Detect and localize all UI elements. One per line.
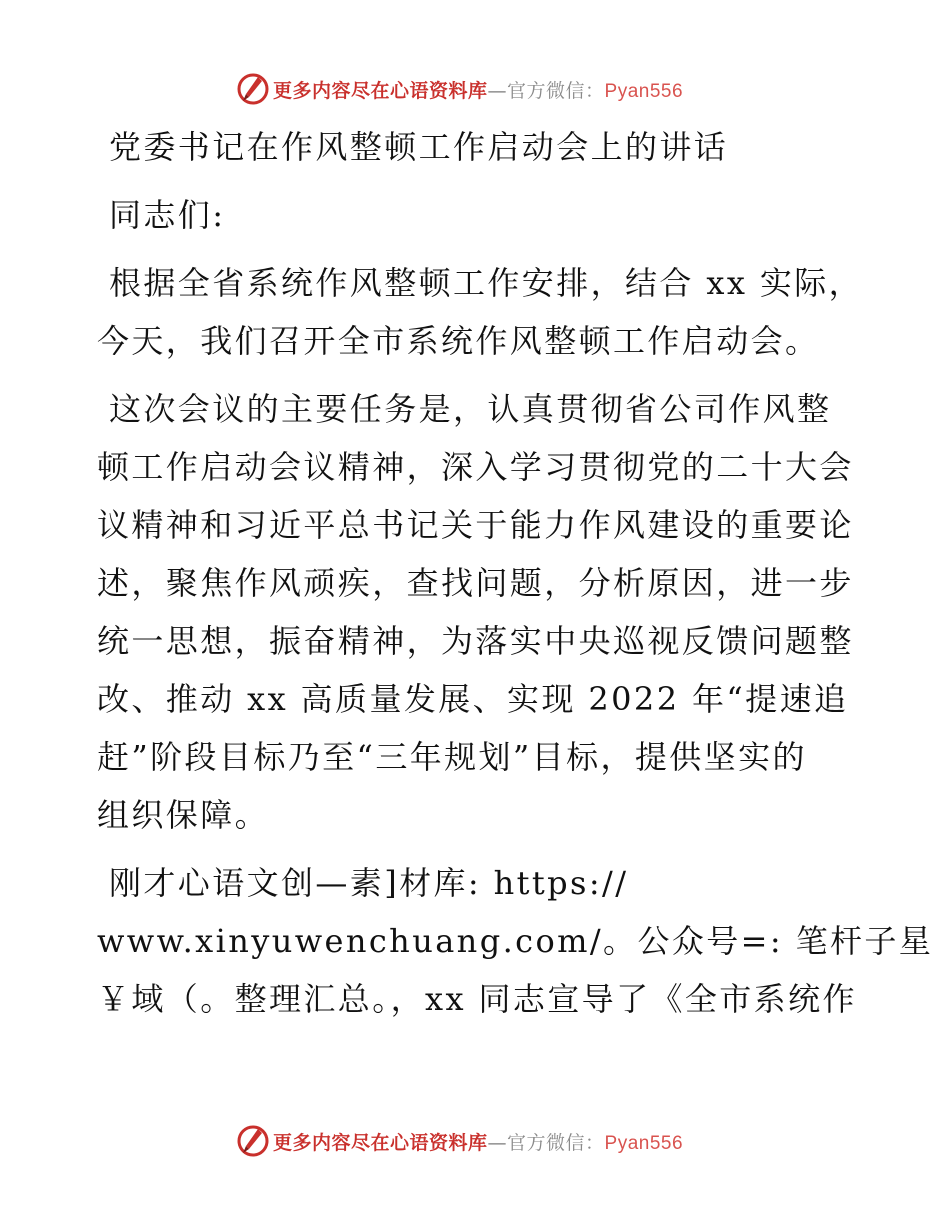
paragraph xyxy=(97,380,857,844)
document-body xyxy=(97,118,934,1038)
paragraph-line: 今天，我们召开全市系统作风整顿工作启动会。 xyxy=(97,322,820,360)
banner-wechat-id: Pyan556 xyxy=(604,80,684,102)
banner-brand-text: 更多内容尽在心语资料库 xyxy=(273,1131,488,1154)
paragraph-line: 组织保障。 xyxy=(97,796,270,834)
banner-wechat-id: Pyan556 xyxy=(604,1132,684,1154)
quill-pen-logo-icon xyxy=(236,72,270,106)
banner-separator: — xyxy=(487,1131,508,1154)
header-banner xyxy=(236,72,683,106)
paragraph-line: 刚才心语文创—素]材库: https:// xyxy=(109,864,629,902)
banner-wechat-label: 官方微信： xyxy=(507,79,605,102)
paragraph-line: 议精神和习近平总书记关于能力作风建设的重要论 xyxy=(97,506,854,544)
quill-pen-logo-icon xyxy=(236,1124,270,1158)
document-title: 党委书记在作风整顿工作启动会上的讲话 xyxy=(109,128,729,166)
footer-banner xyxy=(236,1124,683,1158)
paragraph xyxy=(97,854,934,1028)
paragraph-line: 根据全省系统作风整顿工作安排，结合 xx 实际， xyxy=(109,264,864,302)
banner-wechat-label: 官方微信： xyxy=(507,1131,605,1154)
salutation: 同志们: xyxy=(109,196,226,234)
banner-text xyxy=(273,76,683,103)
paragraph-line: 改、推动 xx 高质量发展、实现 2022 年“提速追 xyxy=(97,680,849,718)
banner-separator: — xyxy=(487,79,508,102)
paragraph-line: ￥域（。整理汇总。，xx 同志宣导了《全市系统作 xyxy=(97,980,857,1018)
paragraph xyxy=(97,254,864,370)
paragraph-line: 统一思想，振奋精神，为落实中央巡视反馈问题整 xyxy=(97,622,854,660)
paragraph-line: 顿工作启动会议精神，深入学习贯彻党的二十大会 xyxy=(97,448,854,486)
banner-brand-text: 更多内容尽在心语资料库 xyxy=(273,79,488,102)
paragraph-line: www.xinyuwenchuang.com/。公众号=: 笔杆子星 xyxy=(97,922,934,960)
paragraph-line: 述，聚焦作风顽疾，查找问题，分析原因，进一步 xyxy=(97,564,854,602)
paragraph-line: 赶”阶段目标乃至“三年规划”目标，提供坚实的 xyxy=(97,738,807,776)
paragraph-line: 这次会议的主要任务是，认真贯彻省公司作风整 xyxy=(109,390,832,428)
banner-text xyxy=(273,1128,683,1155)
